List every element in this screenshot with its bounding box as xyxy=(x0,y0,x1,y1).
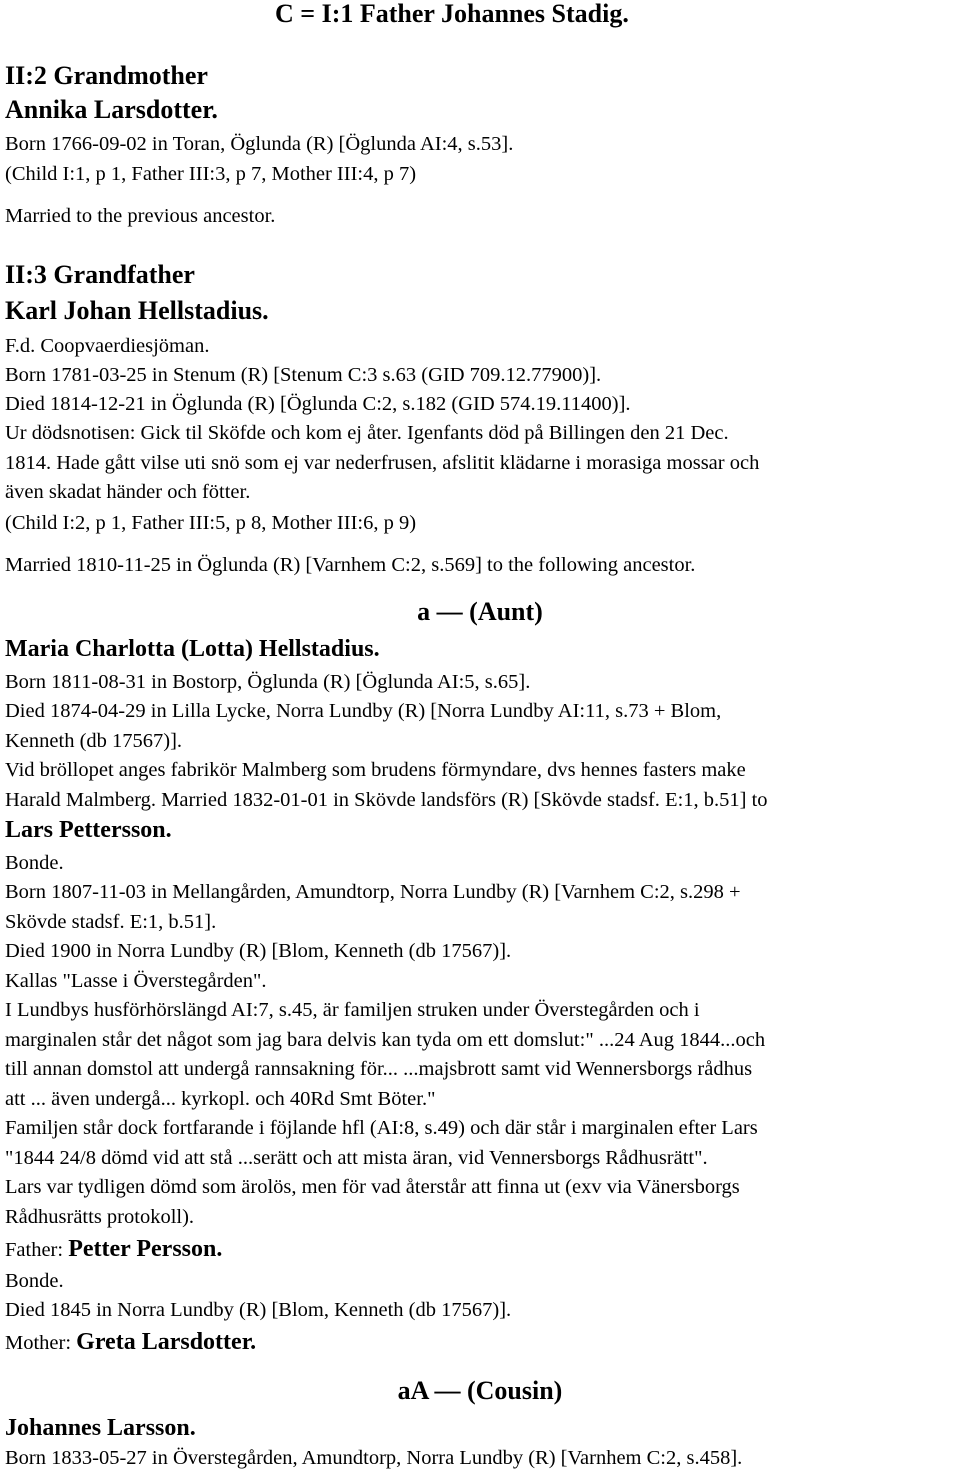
spouse-born-line: Born 1807-11-03 in Mellangården, Amundtorp, Norra Lundby (R) [Varnhem C:2, s.298 + xyxy=(5,881,741,903)
father-label: Father: xyxy=(5,1239,64,1261)
aunt-died-line: Died 1874-04-29 in Lilla Lycke, Norra Lundby (R) [Norra Lundby AI:11, s.73 + Blom, xyxy=(5,700,722,722)
cousin-heading: aA — (Cousin) xyxy=(397,1376,563,1405)
grandmother-child-ref: (Child I:1, p 1, Father III:3, p 7, Mother III:4, p 7) xyxy=(5,163,417,185)
father-name: Petter Persson. xyxy=(68,1236,223,1262)
grandmother-heading: II:2 Grandmother xyxy=(5,61,208,90)
spouse-father-row xyxy=(5,1237,222,1262)
spouse-note-line: "1844 24/8 dömd vid att stå ...serätt och att mista äran, vid Vennersborgs Rådhusrätt". xyxy=(5,1147,708,1169)
grandfather-died: Died 1814-12-21 in Öglunda (R) [Öglunda C:2, s.182 (GID 574.19.11400)]. xyxy=(5,393,631,415)
page-title: C = I:1 Father Johannes Stadig. xyxy=(275,0,629,28)
aunt-name: Maria Charlotta (Lotta) Hellstadius. xyxy=(5,636,380,662)
spouse-mother-row xyxy=(5,1330,256,1355)
cousin-born: Born 1833-05-27 in Överstegården, Amundtorp, Norra Lundby (R) [Varnhem C:2, s.458]. xyxy=(5,1447,743,1469)
spouse-note-line: till annan domstol att undergå rannsakning för... ...majsbrott samt vid Wennersborgs rådhus xyxy=(5,1058,753,1080)
father-occupation: Bonde. xyxy=(5,1270,64,1292)
spouse-note-line: Rådhusrätts protokoll). xyxy=(5,1206,195,1228)
spouse-note-line: Lars var tydligen dömd som ärolös, men för vad återstår att finna ut (exv via Vänersborgs xyxy=(5,1176,740,1198)
spouse-name: Lars Pettersson. xyxy=(5,817,172,843)
mother-label: Mother: xyxy=(5,1332,72,1354)
grandfather-name: Karl Johan Hellstadius. xyxy=(5,296,269,325)
aunt-note-line: Harald Malmberg. Married 1832-01-01 in Skövde landsförs (R) [Skövde stadsf. E:1, b.51] to xyxy=(5,789,768,811)
grandfather-born: Born 1781-03-25 in Stenum (R) [Stenum C:3 s.63 (GID 709.12.77900)]. xyxy=(5,364,602,386)
aunt-born: Born 1811-08-31 in Bostorp, Öglunda (R) [Öglunda AI:5, s.65]. xyxy=(5,671,531,693)
spouse-born-line: Skövde stadsf. E:1, b.51]. xyxy=(5,911,217,933)
spouse-note-line: I Lundbys husförhörslängd AI:7, s.45, är familjen struken under Överstegården och i xyxy=(5,999,700,1021)
spouse-occupation: Bonde. xyxy=(5,852,64,874)
aunt-note-line: Vid bröllopet anges fabrikör Malmberg som brudens förmyndare, dvs hennes fasters make xyxy=(5,759,746,781)
spouse-note-line: att ... även undergå... kyrkopl. och 40Rd Smt Böter." xyxy=(5,1088,436,1110)
grandmother-married: Married to the previous ancestor. xyxy=(5,205,276,227)
grandfather-child-ref: (Child I:2, p 1, Father III:5, p 8, Mother III:6, p 9) xyxy=(5,512,417,534)
spouse-note-line: marginalen står det något som jag bara delvis kan tyda om ett domslut:" ...24 Aug 1844...och xyxy=(5,1029,766,1051)
aunt-died-line: Kenneth (db 17567)]. xyxy=(5,730,183,752)
grandfather-married: Married 1810-11-25 in Öglunda (R) [Varnhem C:2, s.569] to the following ancestor. xyxy=(5,554,696,576)
spouse-note-line: Familjen står dock fortfarande i föjlande hfl (AI:8, s.49) och där står i marginalen efter Lars xyxy=(5,1117,758,1139)
spouse-nickname: Kallas "Lasse i Överstegården". xyxy=(5,970,267,992)
mother-name: Greta Larsdotter. xyxy=(76,1329,257,1355)
grandmother-born: Born 1766-09-02 in Toran, Öglunda (R) [Öglunda AI:4, s.53]. xyxy=(5,133,514,155)
father-died: Died 1845 in Norra Lundby (R) [Blom, Kenneth (db 17567)]. xyxy=(5,1299,512,1321)
spouse-died: Died 1900 in Norra Lundby (R) [Blom, Kenneth (db 17567)]. xyxy=(5,940,512,962)
grandfather-note-line: Ur dödsnotisen: Gick til Sköfde och kom ej åter. Igenfants död på Billingen den 21 Dec. xyxy=(5,422,729,444)
grandmother-name: Annika Larsdotter. xyxy=(5,95,218,124)
aunt-heading: a — (Aunt) xyxy=(417,597,543,626)
grandfather-heading: II:3 Grandfather xyxy=(5,260,195,289)
grandfather-occupation: F.d. Coopvaerdiesjöman. xyxy=(5,335,210,357)
grandfather-note-line: även skadat händer och fötter. xyxy=(5,481,251,503)
cousin-name: Johannes Larsson. xyxy=(5,1415,196,1441)
grandfather-note-line: 1814. Hade gått vilse uti snö som ej var nederfrusen, afslitit klädarne i morasiga mossar och xyxy=(5,452,760,474)
